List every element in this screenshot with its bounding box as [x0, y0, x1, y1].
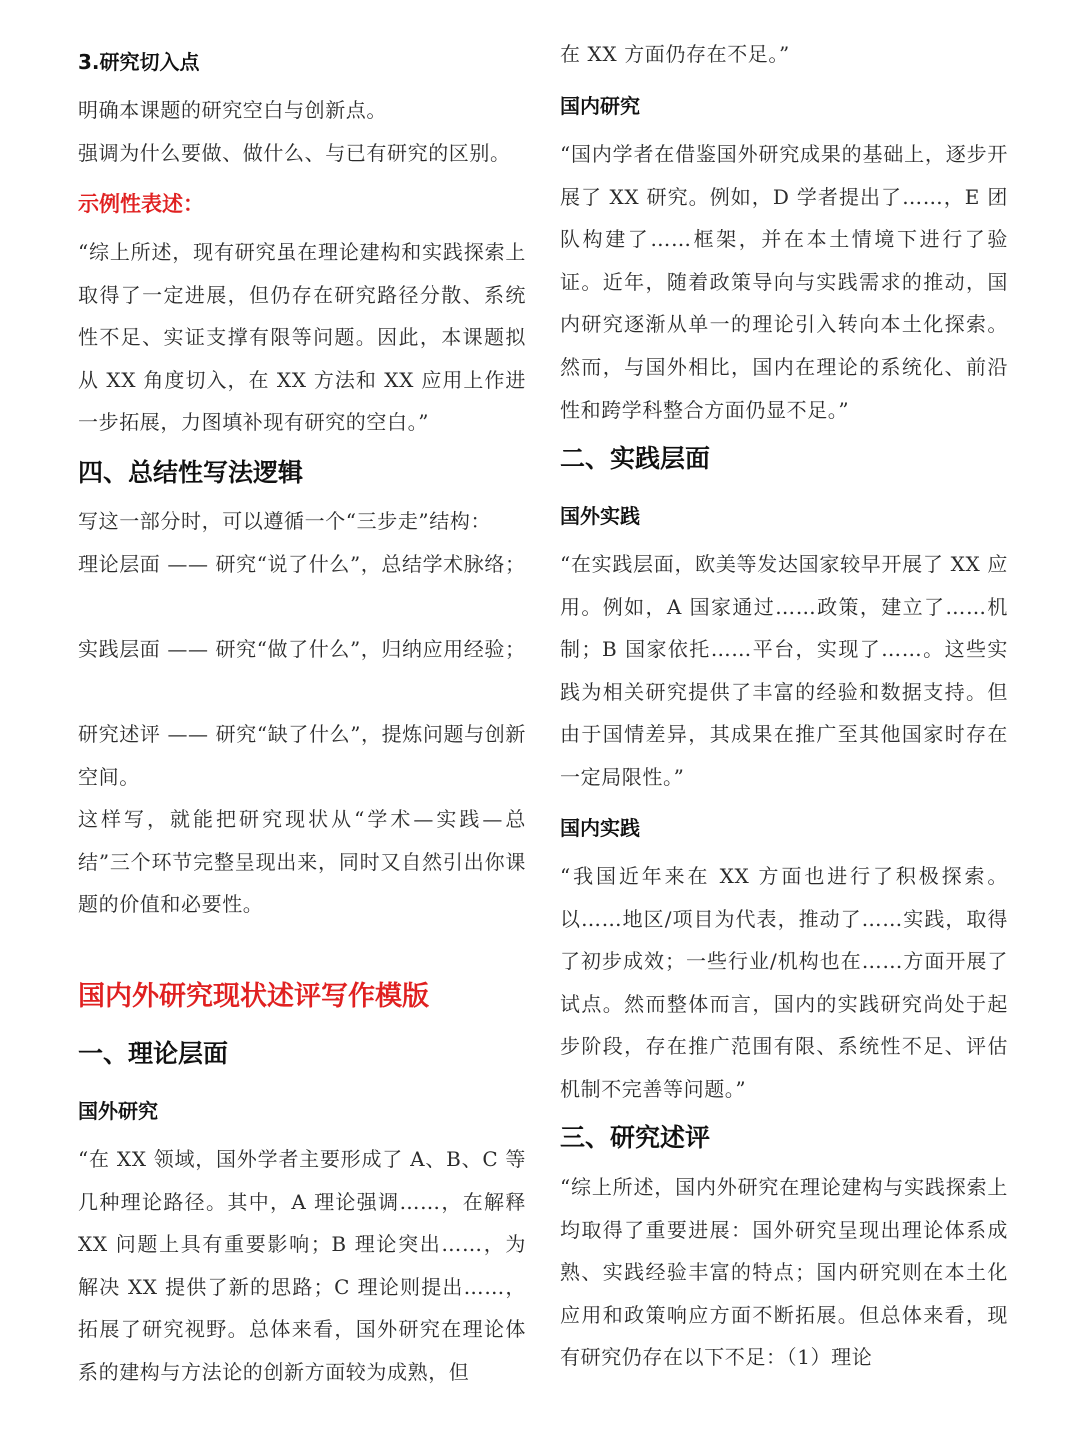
- example-paragraph: “综上所述，现有研究虽在理论建构和实践探索上取得了一定进展，但仍存在研究路径分散、系统性不足、实证支撑有限等问题。因此，本课题拟从 XX 角度切入，在 XX 方法和 XX 应用上作进一步拓展，力图填补现有研究的空白。”: [78, 240, 526, 435]
- heading-entry-point: 3.研究切入点: [78, 50, 200, 74]
- step-review: 研究述评 —— 研究“缺了什么”，提炼问题与创新空间。: [78, 722, 526, 789]
- section-4-intro: 写这一部分时，可以遵循一个“三步走”结构：: [78, 509, 492, 533]
- foreign-research-paragraph: “在 XX 领域，国外学者主要形成了 A、B、C 等几种理论路径。其中，A 理论强调……，在解释 XX 问题上具有重要影响；B 理论突出……，为解决 XX 提供了新的思路；C 理论则提出……，拓展了研究视野。总体来看，国外研究在理论体系的建构与方法论的创新方面较为成熟，但: [78, 1147, 526, 1384]
- part-1-title: 一、理论层面: [78, 1039, 229, 1068]
- template-title: 国内外研究现状述评写作模版: [78, 981, 429, 1012]
- foreign-practice-label: 国外实践: [560, 504, 640, 528]
- part-2-title: 二、实践层面: [560, 444, 711, 473]
- domestic-practice-label: 国内实践: [560, 816, 640, 840]
- conclusion-paragraph: 这样写，就能把研究现状从“学术—实践—总结”三个环节完整呈现出来，同时又自然引出你课题的价值和必要性。: [78, 807, 526, 917]
- foreign-research-label: 国外研究: [78, 1099, 158, 1123]
- part-3-title: 三、研究述评: [560, 1123, 711, 1152]
- step-practice: 实践层面 —— 研究“做了什么”，归纳应用经验；: [78, 637, 526, 661]
- section-4-title: 四、总结性写法逻辑: [78, 458, 304, 487]
- domestic-research-paragraph: “国内学者在借鉴国外研究成果的基础上，逐步开展了 XX 研究。例如，D 学者提出了……，E 团队构建了……框架，并在本土情境下进行了验证。近年，随着政策导向与实践需求的推动，国内研究逐渐从单一的理论引入转向本土化探索。然而，与国外相比，国内在理论的系统化、前沿性和跨学科整合方面仍显不足。”: [560, 142, 1008, 422]
- review-paragraph: “综上所述，国内外研究在理论建构与实践探索上均取得了重要进展：国外研究呈现出理论体系成熟、实践经验丰富的特点；国内研究则在本土化应用和政策响应方面不断拓展。但总体来看，现有研究仍存在以下不足：（1）理论: [560, 1175, 1008, 1370]
- domestic-practice-paragraph: “我国近年来在 XX 方面也进行了积极探索。以……地区/项目为代表，推动了……实践，取得了初步成效；一些行业/机构也在……方面开展了试点。然而整体而言，国内的实践研究尚处于起步阶段，存在推广范围有限、系统性不足、评估机制不完善等问题。”: [560, 864, 1008, 1101]
- entry-point-line-2: 强调为什么要做、做什么、与已有研究的区别。: [78, 141, 511, 165]
- domestic-research-label: 国内研究: [560, 94, 640, 118]
- step-theory: 理论层面 —— 研究“说了什么”，总结学术脉络；: [78, 552, 526, 576]
- foreign-practice-paragraph: “在实践层面，欧美等发达国家较早开展了 XX 应用。例如，A 国家通过……政策，建立了……机制；B 国家依托……平台，实现了……。这些实践为相关研究提供了丰富的经验和数据支持。但由于国情差异，其成果在推广至其他国家时存在一定局限性。”: [560, 552, 1008, 789]
- entry-point-line-1: 明确本课题的研究空白与创新点。: [78, 98, 387, 122]
- foreign-research-tail: 在 XX 方面仍存在不足。”: [560, 42, 790, 66]
- example-label: 示例性表述：: [78, 192, 204, 216]
